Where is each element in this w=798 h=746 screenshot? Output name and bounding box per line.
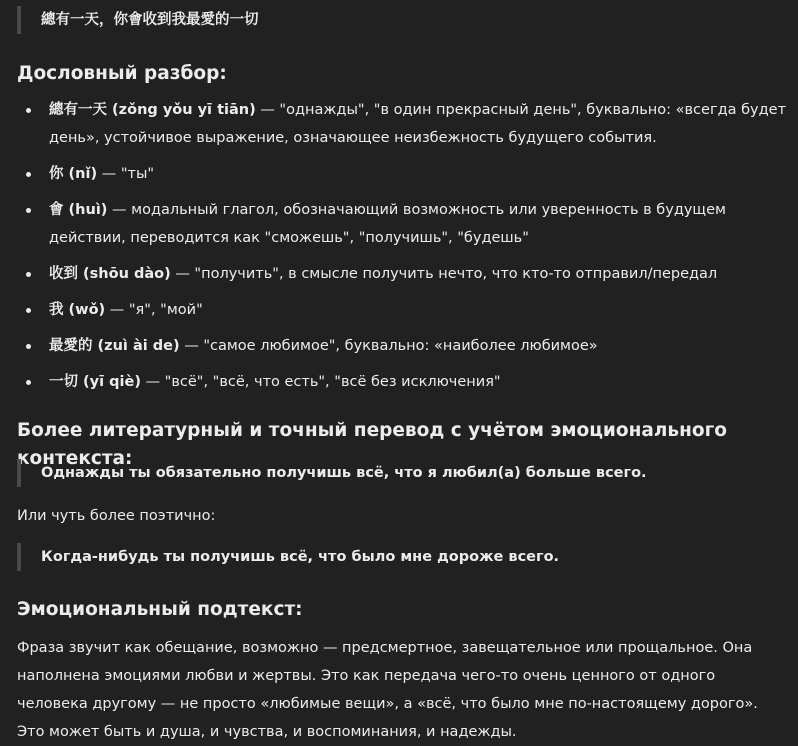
term-label: 最愛的 (zuì ài de): [49, 338, 180, 354]
heading-literal-breakdown: Дословный разбор:: [17, 63, 227, 84]
list-item: [17, 368, 787, 396]
poetic-intro-text: Или чуть более поэтично:: [17, 508, 216, 524]
term-label: 總有一天 (zǒng yǒu yī tiān): [49, 102, 256, 118]
list-item: [17, 260, 787, 288]
term-description: — "получить", в смысле получить нечто, что кто-то отправил/передал: [170, 266, 718, 282]
poetic-text: Когда-нибудь ты получишь всё, что было мне дороже всего.: [41, 549, 560, 565]
term-description: — "я", "мой": [105, 302, 203, 318]
translation-text: Однажды ты обязательно получишь всё, что я любил(а) больше всего.: [41, 465, 647, 481]
term-description: — "ты": [97, 166, 155, 182]
original-phrase-quote: [17, 6, 259, 34]
term-label: 我 (wǒ): [49, 302, 106, 318]
term-label: 一切 (yī qiè): [49, 374, 141, 390]
heading-literary-translation: Более литературный и точный перевод с учётом эмоционального контекста:: [17, 420, 727, 469]
term-description: — "самое любимое", буквально: «наиболее любимое»: [179, 338, 598, 354]
emotional-subtext-paragraph: Фраза звучит как обещание, возможно — предсмертное, завещательное или прощальное. Она наполнена эмоциями любви и жертвы. Это как передача чего-то очень ценного от одного человека другому — не просто «любимые вещи», а «всё, что было мне по-настоящему дорого». Это может быть и душа, и чувства, и воспоминания, и надежды.: [17, 640, 758, 740]
list-item: [17, 296, 787, 324]
term-description: — модальный глагол, обозначающий возможность или уверенность в будущем действии, переводится как "сможешь", "получишь", "будешь": [49, 202, 726, 246]
term-label: 收到 (shōu dào): [49, 266, 171, 282]
translation-quote: [17, 459, 647, 487]
poetic-quote: [17, 543, 559, 571]
list-item: [17, 196, 787, 252]
list-item: [17, 96, 787, 152]
original-phrase-text: 總有一天，你會收到我最愛的一切: [41, 12, 259, 28]
list-item: [17, 160, 787, 188]
term-list: [17, 96, 787, 404]
term-label: 你 (nǐ): [49, 166, 98, 182]
term-label: 會 (huì): [49, 202, 108, 218]
heading-emotional-subtext: Эмоциональный подтекст:: [17, 599, 303, 620]
term-description: — "однажды", "в один прекрасный день", буквально: «всегда будет день», устойчивое выражение, означающее неизбежность будущего события.: [49, 102, 787, 146]
list-item: [17, 332, 787, 360]
term-description: — "всё", "всё, что есть", "всё без исключения": [140, 374, 501, 390]
